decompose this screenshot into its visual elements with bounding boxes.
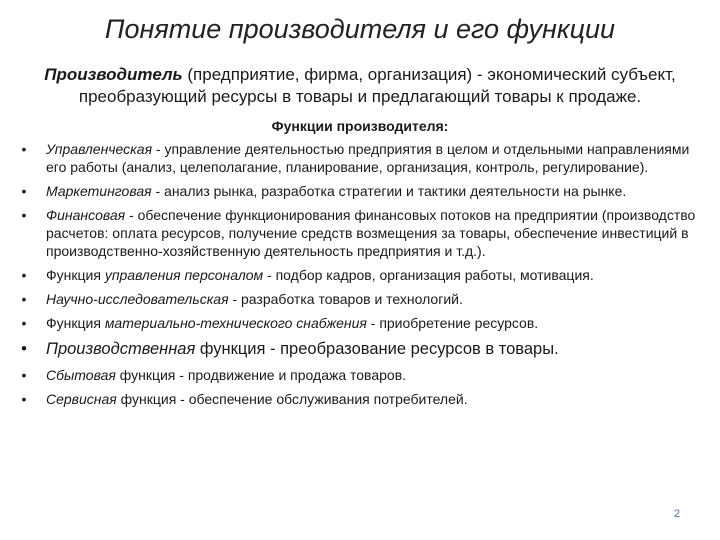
function-item-personnel — [18, 266, 698, 284]
bullet-icon: • — [21, 183, 27, 199]
bullet-icon: • — [21, 391, 27, 407]
intro-text: (предприятие, фирма, организация) - экономический субъект, преобразующий ресурсы в товары и предлагающий товары к продаже. — [78, 65, 676, 106]
item-text: - приобретение ресурсов. — [366, 315, 539, 331]
bullet-icon: • — [21, 141, 27, 157]
function-item-marketing — [18, 182, 698, 200]
item-text: функция - обеспечение обслуживания потребителей. — [116, 391, 468, 407]
function-item-supply — [18, 314, 698, 332]
item-term: управления персоналом — [104, 267, 264, 283]
function-item-production — [18, 338, 698, 360]
item-term: Маркетинговая — [46, 183, 152, 199]
bullet-icon: • — [21, 267, 27, 283]
item-text: - разработка товаров и технологий. — [228, 291, 463, 307]
bullet-icon: • — [21, 291, 27, 307]
item-text: - управление деятельностью предприятия в целом и отдельными направлениями его работы (анализ, целеполагание, планирование, организация, контроль, регулирование). — [46, 141, 690, 175]
item-term: Производственная — [46, 340, 196, 358]
function-item-financial — [18, 206, 698, 260]
item-prefix: Функция — [46, 315, 105, 331]
item-term: Управленческая — [46, 141, 153, 157]
item-text: функция - продвижение и продажа товаров. — [115, 367, 407, 383]
item-term: Научно-исследовательская — [46, 291, 229, 307]
item-text: функция - преобразование ресурсов в товары. — [195, 340, 559, 358]
item-text: - подбор кадров, организация работы, мотивация. — [263, 267, 594, 283]
functions-list — [18, 140, 698, 414]
bullet-icon: • — [21, 315, 27, 331]
function-item-service — [18, 390, 698, 408]
bullet-icon: • — [21, 340, 27, 358]
item-text: - обеспечение функционирования финансовых потоков на предприятии (производство расчетов: оплата ресурсов, получение средств возмещения за товары, обеспечение инвестиций в производственно-хозяйственную деятельность предприятия и т.д.). — [46, 207, 696, 259]
item-term: Сбытовая — [46, 367, 116, 383]
function-item-management — [18, 140, 698, 176]
item-prefix: Функция — [46, 267, 105, 283]
bullet-icon: • — [21, 207, 27, 223]
function-item-research — [18, 290, 698, 308]
slide-title: Понятие производителя и его функции — [104, 14, 616, 44]
bullet-icon: • — [21, 367, 27, 383]
item-term: Сервисная — [46, 391, 117, 407]
intro-paragraph — [14, 64, 706, 108]
item-term: материально-технического снабжения — [104, 315, 367, 331]
functions-heading: Функции производителя: — [271, 118, 449, 134]
page-number: 2 — [673, 508, 680, 520]
function-item-sales — [18, 366, 698, 384]
item-term: Финансовая — [46, 207, 126, 223]
intro-term: Производитель — [44, 65, 183, 84]
item-text: - анализ рынка, разработка стратегии и тактики деятельности на рынке. — [151, 183, 627, 199]
